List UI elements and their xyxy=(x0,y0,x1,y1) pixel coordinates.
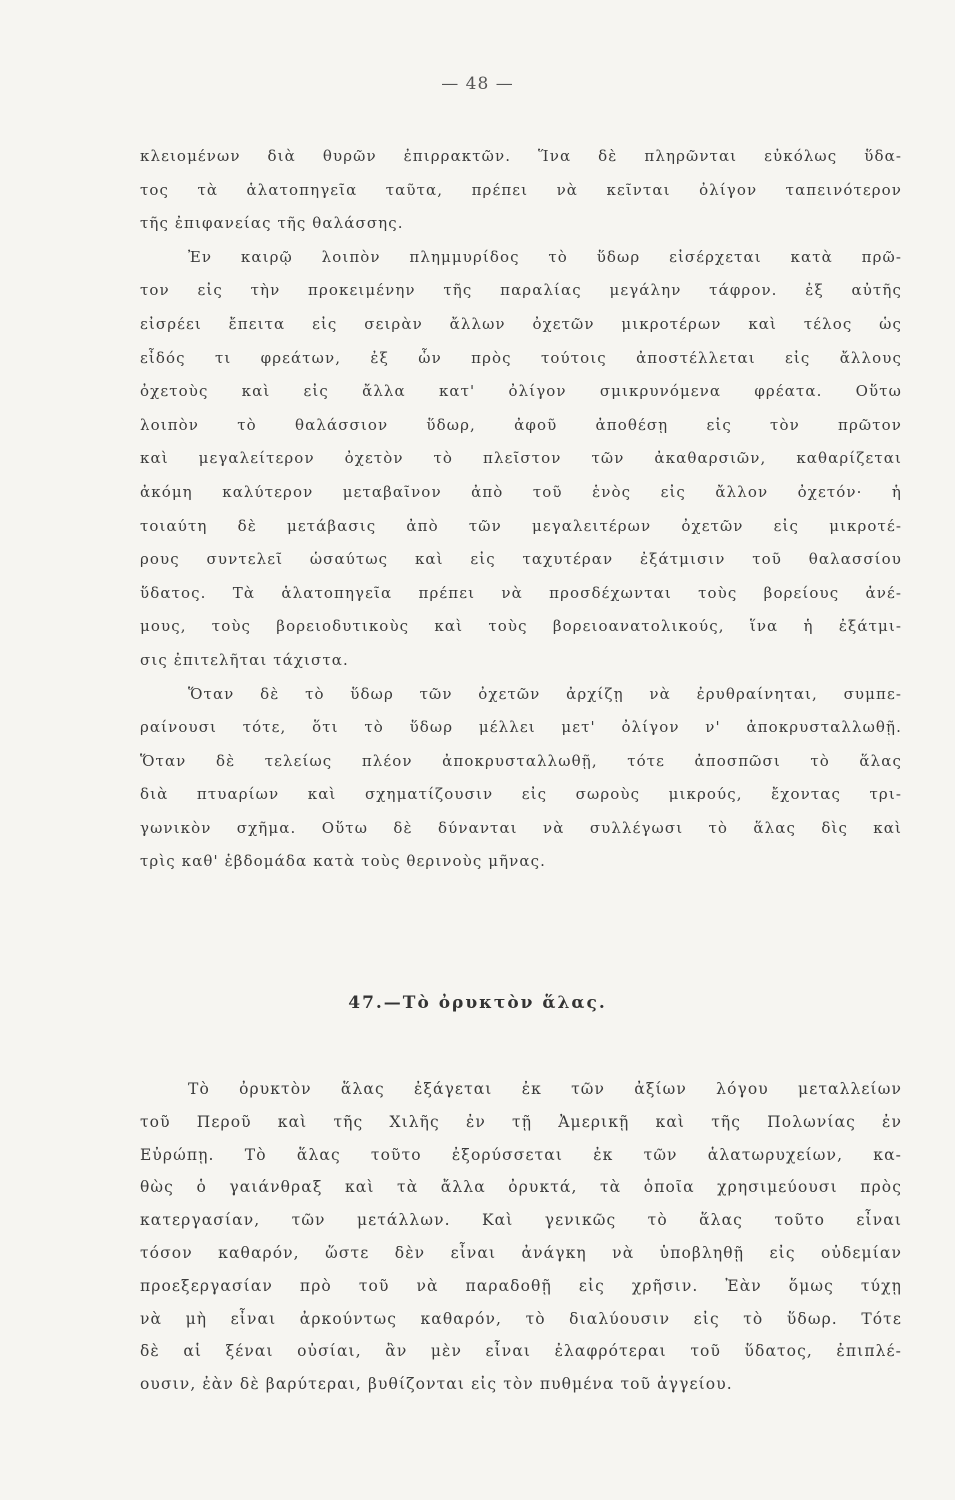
text-line: ραίνουσι τότε, ὅτι τὸ ὕδωρ μέλλει μετ' ὀλίγον ν' ἀποκρυσταλλωθῇ. xyxy=(140,718,902,737)
text-body-upper xyxy=(140,140,902,879)
text-line: μους, τοὺς βορειοδυτικοὺς καὶ τοὺς βορειοανατολικούς, ἵνα ἡ ἐξάτμι- xyxy=(140,617,902,636)
text-line: Ὅταν δὲ τελείως πλέον ἀποκρυσταλλωθῇ, τότε ἀποσπῶσι τὸ ἅλας xyxy=(140,751,902,770)
text-line: εἰσρέει ἔπειτα εἰς σειρὰν ἄλλων ὀχετῶν μικροτέρων καὶ τέλος ὡς xyxy=(140,314,902,333)
paragraph-3 xyxy=(140,678,902,880)
text-body-lower xyxy=(140,1073,902,1401)
text-line: καὶ μεγαλείτερον ὀχετὸν τὸ πλεῖστον τῶν ἀκαθαρσιῶν, καθαρίζεται xyxy=(140,449,902,468)
text-line: προεξεργασίαν πρὸ τοῦ νὰ παραδοθῇ εἰς χρῆσιν. Ἐὰν ὅμως τύχῃ xyxy=(140,1276,902,1295)
text-line: κλειομένων διὰ θυρῶν ἐπιρρακτῶν. Ἵνα δὲ πληρῶνται εὐκόλως ὕδα- xyxy=(140,147,902,165)
text-line: κατεργασίαν, τῶν μετάλλων. Καὶ γενικῶς τὸ ἅλας τοῦτο εἶναι xyxy=(140,1211,902,1230)
text-line: τος τὰ ἁλατοπηγεῖα ταῦτα, πρέπει νὰ κεῖνται ὀλίγον ταπεινότερον xyxy=(140,180,902,199)
text-line: διὰ πτυαρίων καὶ σχηματίζουσιν εἰς σωροὺς μικρούς, ἔχοντας τρι- xyxy=(140,785,902,804)
text-line: νὰ μὴ εἶναι ἀρκούντως καθαρόν, τὸ διαλύουσιν εἰς τὸ ὕδωρ. Τότε xyxy=(140,1309,902,1328)
text-line: Ὅταν δὲ τὸ ὕδωρ τῶν ὀχετῶν ἀρχίζῃ νὰ ἐρυθραίνηται, συμπε- xyxy=(188,684,902,703)
text-line: σις ἐπιτελῆται τάχιστα. xyxy=(140,650,349,669)
text-line: τον εἰς τὴν προκειμένην τῆς παραλίας μεγάλην τάφρον. ἐξ αὐτῆς xyxy=(140,281,902,300)
text-line: τοιαύτη δὲ μετάβασις ἀπὸ τῶν μεγαλειτέρων ὀχετῶν εἰς μικροτέ- xyxy=(140,516,902,535)
text-line: ἀκόμη καλύτερον μεταβαῖνον ἀπὸ τοῦ ἑνὸς εἰς ἄλλον ὀχετόν· ἡ xyxy=(140,482,902,501)
text-line: Ἐν καιρῷ λοιπὸν πλημμυρίδος τὸ ὕδωρ εἰσέρχεται κατὰ πρῶ- xyxy=(188,247,902,266)
text-line: τόσον καθαρόν, ὥστε δὲν εἶναι ἀνάγκη νὰ ὑποβληθῇ εἰς οὐδεμίαν xyxy=(140,1243,902,1262)
text-line: λοιπὸν τὸ θαλάσσιον ὕδωρ, ἀφοῦ ἀποθέσῃ εἰς τὸν πρῶτον xyxy=(140,415,902,434)
text-line: ουσιν, ἐὰν δὲ βαρύτεραι, βυθίζονται εἰς τὸν πυθμένα τοῦ ἀγγείου. xyxy=(140,1375,733,1394)
text-line: Τὸ ὀρυκτὸν ἅλας ἐξάγεται ἐκ τῶν ἀξίων λόγου μεταλλείων xyxy=(188,1080,902,1098)
text-line: θὼς ὁ γαιάνθραξ καὶ τὰ ἄλλα ὀρυκτά, τὰ ὁποῖα χρησιμεύουσι πρὸς xyxy=(140,1178,902,1197)
paragraph-2 xyxy=(140,241,902,678)
text-line: Εὐρώπῃ. Τὸ ἅλας τοῦτο ἐξορύσσεται ἐκ τῶν ἁλατωρυχείων, κα- xyxy=(140,1145,902,1164)
text-line: τρὶς καθ' ἑβδομάδα κατὰ τοὺς θερινοὺς μῆνας. xyxy=(140,852,546,871)
text-line: ὕδατος. Τὰ ἁλατοπηγεῖα πρέπει νὰ προσδέχωνται τοὺς βορείους ἀνέ- xyxy=(140,583,902,602)
text-line: εἶδός τι φρεάτων, ἐξ ὧν πρὸς τούτοις ἀποστέλλεται εἰς ἄλλους xyxy=(140,348,902,367)
paragraph-4 xyxy=(140,1073,902,1401)
section-heading: 47.—Τὸ ὀρυκτὸν ἅλας. xyxy=(348,993,607,1013)
text-line: ρους συντελεῖ ὡσαύτως καὶ εἰς ταχυτέραν ἐξάτμισιν τοῦ θαλασσίου xyxy=(140,550,902,569)
page-number: — 48 — xyxy=(441,74,514,94)
text-line: γωνικὸν σχῆμα. Οὕτω δὲ δύνανται νὰ συλλέγωσι τὸ ἅλας δὶς καὶ xyxy=(140,818,902,837)
text-line: ὀχετοὺς καὶ εἰς ἄλλα κατ' ὀλίγον σμικρυνόμενα φρέατα. Οὕτω xyxy=(140,382,902,401)
text-line: τῆς ἐπιφανείας τῆς θαλάσσης. xyxy=(140,214,404,233)
text-line: δὲ αἱ ξέναι οὐσίαι, ἂν μὲν εἶναι ἐλαφρότεραι τοῦ ὕδατος, ἐπιπλέ- xyxy=(140,1342,902,1361)
text-line: τοῦ Περοῦ καὶ τῆς Χιλῆς ἐν τῇ Ἀμερικῇ καὶ τῆς Πολωνίας ἐν xyxy=(140,1112,902,1131)
paragraph-1 xyxy=(140,140,902,241)
